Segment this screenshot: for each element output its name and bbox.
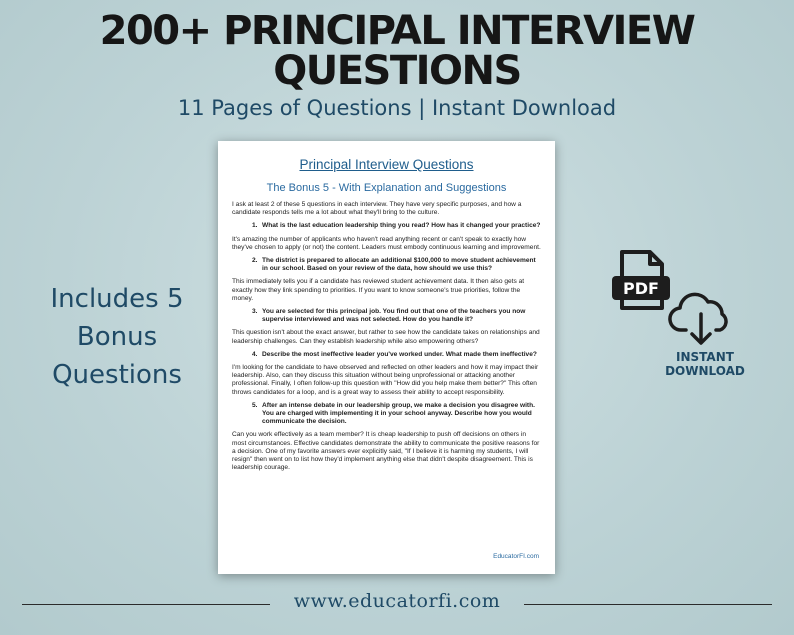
- question-number: 3.: [252, 308, 258, 316]
- instant-download-line-1: INSTANT: [676, 350, 734, 364]
- explanation-5: Can you work effectively as a team member? It is cheap leadership to push off decisions on others in most circumstances. Effective candidates demonstrate the ability to communicate the positive reasons for a decision. One of my favorite answers ever explicitly said, "If I believe it is harming my students, I will resign" then went on to list how they'd implement anything else that didn't despite disagreement. This is leadership courage.: [232, 431, 540, 472]
- document-intro: I ask at least 2 of these 5 questions in each interview. They have very specific purposes, and how a candidate responds tells me a lot about what they'll bring to the culture.: [232, 201, 522, 217]
- question-number: 2.: [252, 257, 258, 265]
- question-number: 5.: [252, 401, 258, 409]
- document-subtitle: The Bonus 5 - With Explanation and Suggestions: [266, 182, 507, 194]
- document-title: Principal Interview Questions: [299, 157, 474, 172]
- subtitle: 11 Pages of Questions | Instant Download: [177, 96, 617, 120]
- bonus-note: [22, 280, 212, 394]
- bonus-note-line-2: Bonus: [76, 322, 158, 352]
- instant-download-line-2: DOWNLOAD: [665, 364, 745, 378]
- question-text: After an intense debate in our leadership group, we make a decision you disagree with. You are charged with implementing it in your school anyway. Describe how you would communicate the decision.: [262, 401, 535, 426]
- explanation-4: I'm looking for the candidate to have observed and reflected on other leaders and how it may impact their leadership. Also, can they discuss this situation without being unprofessional or attacking another professional. Finally, I often follow-up this question with "How did you help make them better?" This often throws candidates for a loop, and is a great way to assess their ability to accept responsibility.: [232, 364, 539, 396]
- question-5: [232, 402, 541, 427]
- question-4: [232, 351, 541, 359]
- question-text: You are selected for this principal job. You find out that one of the teachers you now supervise interviewed and was not selected. How do you handle it?: [262, 308, 526, 324]
- bonus-note-line-1: Includes 5: [50, 284, 184, 314]
- question-3: [232, 308, 541, 324]
- headline-line-1: 200+ PRINCIPAL INTERVIEW: [99, 8, 695, 54]
- question-1: [232, 222, 541, 230]
- document-page: [218, 141, 555, 574]
- instant-download-label: [650, 350, 760, 378]
- question-number: 1.: [252, 222, 258, 230]
- question-text: Describe the most ineffective leader you've worked under. What made them ineffective?: [262, 350, 537, 358]
- question-text: The district is prepared to allocate an additional $100,000 to move student achievement in our school. Based on your review of the data, how should we use this?: [262, 257, 536, 273]
- question-text: What is the last education leadership thing you read? How has it changed your practice?: [262, 222, 541, 230]
- pdf-label: PDF: [623, 279, 659, 298]
- question-number: 4.: [252, 350, 258, 358]
- explanation-2: This immediately tells you if a candidate has reviewed student achievement data. It then also gets at exactly how they link spending to priorities. If you want to know someone's true priorities, follow the money.: [232, 278, 525, 302]
- bonus-note-line-3: Questions: [52, 360, 182, 390]
- footer-url: www.educatorfi.com: [293, 590, 501, 612]
- explanation-1: It's amazing the number of applicants who haven't read anything recent or can't speak to exactly how they've chosen to apply (or not) the content. Leaders must embody continuous learning and improvement.: [232, 235, 541, 251]
- document-footer: EducatorFI.com: [493, 553, 539, 560]
- cloud-download-icon: [668, 292, 734, 348]
- headline-line-2: QUESTIONS: [273, 48, 521, 94]
- question-2: [232, 257, 541, 273]
- explanation-3: This question isn't about the exact answer, but rather to see how the candidate takes on relationships and leadership challenges. Can they establish leadership while also empowering others?: [232, 329, 540, 345]
